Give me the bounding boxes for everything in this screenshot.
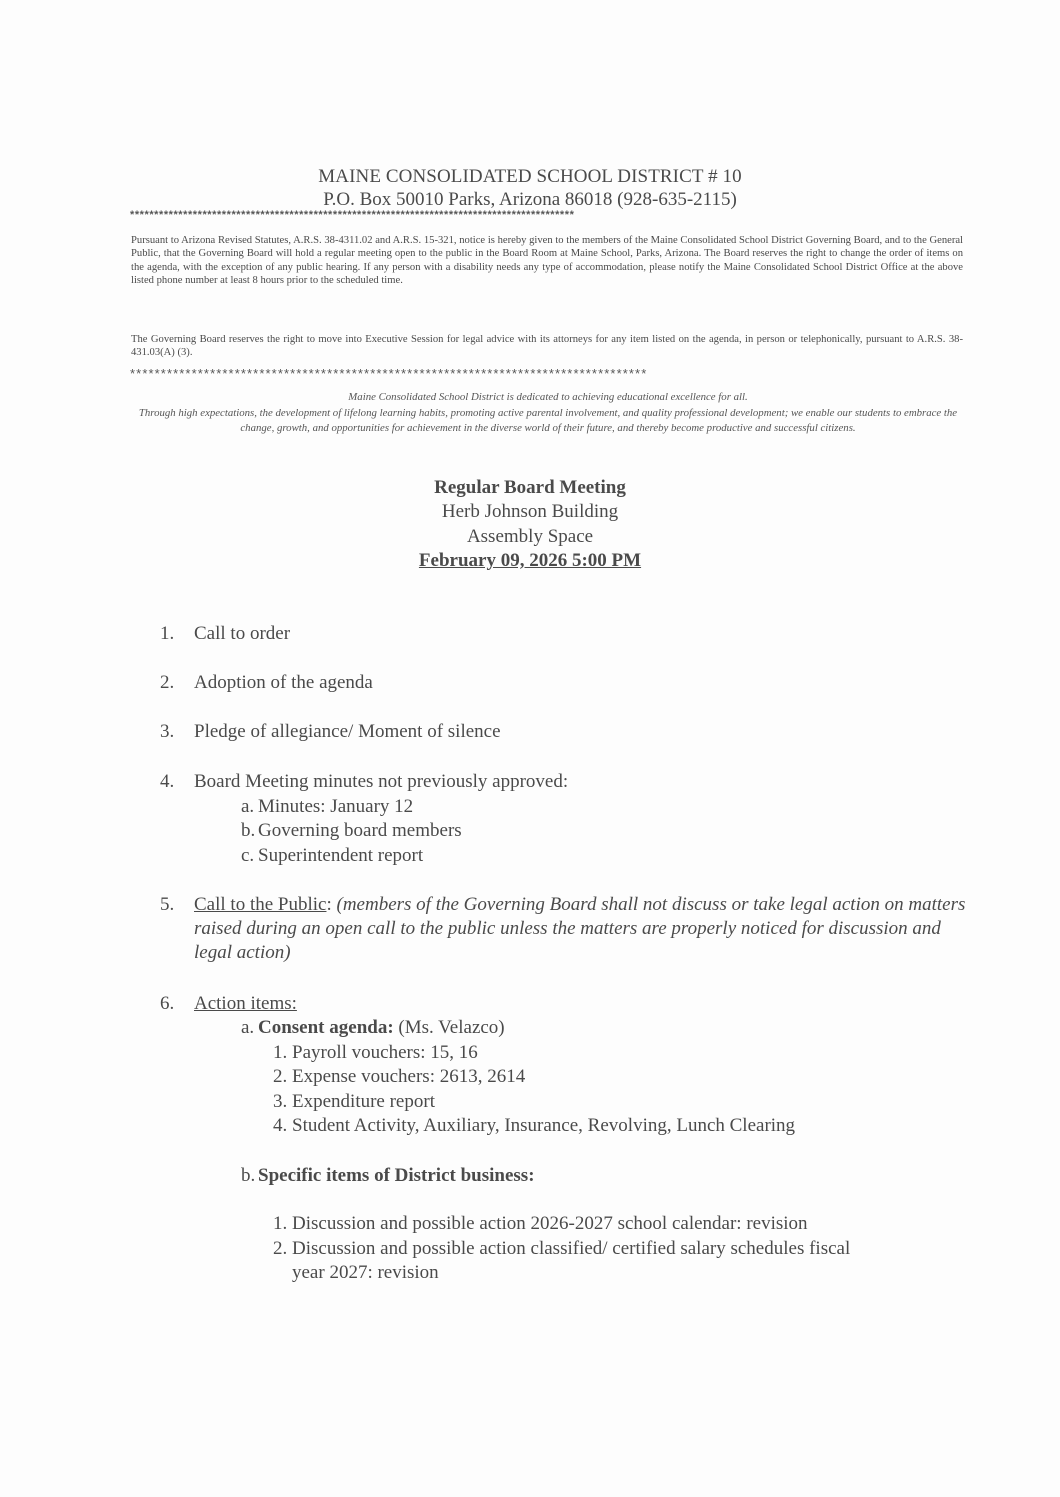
- meeting-datetime: February 09, 2026 5:00 PM: [418, 550, 642, 571]
- subsubitem-number: 1.: [273, 1213, 288, 1234]
- subsubitem-label: Payroll vouchers: 15, 16: [292, 1042, 478, 1063]
- subitem-label: Specific items of District business:: [258, 1165, 535, 1186]
- item-label: Action items:: [194, 993, 297, 1014]
- subitem-label: Superintendent report: [258, 845, 424, 866]
- item-label: Call to order: [194, 623, 291, 644]
- subitem-label: Consent agenda:: [258, 1017, 394, 1038]
- item-number: 1.: [160, 623, 175, 644]
- item-label: Adoption of the agenda: [194, 672, 373, 693]
- subitem-label: Minutes: January 12: [258, 796, 414, 817]
- separator-stars-bottom: ************************************************************************************: [130, 367, 648, 381]
- district-name: MAINE CONSOLIDATED SCHOOL DISTRICT # 10: [318, 166, 742, 187]
- item-label: Pledge of allegiance/ Moment of silence: [194, 721, 501, 742]
- legal-notice-paragraph: Pursuant to Arizona Revised Statutes, A.R.S. 38-4311.02 and A.R.S. 15-321, notice is hereby given to the members of the Maine Consolidated School District Governing Board, and to the General Public, that the Governing Board will hold a regular meeting open to the public in the Board Room at Maine School, Parks, Arizona. The Board reserves the right to change the order of items on the agenda, with the exception of any public hearing. If any person with a disability needs any type of accommodation, please notify the Maine Consolidated School District Office at the above listed phone number at least 8 hours prior to the scheduled time.: [131, 235, 963, 287]
- item-number: 5.: [160, 894, 175, 915]
- item-number: 6.: [160, 993, 175, 1014]
- subitem-letter: b.: [241, 1165, 256, 1186]
- subsubitem-label-continued: year 2027: revision: [292, 1262, 439, 1283]
- subsubitem-label: Expenditure report: [292, 1091, 435, 1112]
- mission-statement: [128, 390, 968, 437]
- item-number: 2.: [160, 672, 175, 693]
- subsubitem-number: 4.: [273, 1115, 288, 1136]
- subitem-letter: a.: [241, 1017, 255, 1038]
- meeting-building: Herb Johnson Building: [441, 501, 619, 522]
- item-label: Board Meeting minutes not previously approved:: [194, 771, 569, 792]
- item-label-suffix: :: [326, 894, 337, 915]
- meeting-title: Regular Board Meeting: [434, 477, 626, 498]
- item-label: Call to the Public: [194, 894, 327, 915]
- subsubitem-number: 3.: [273, 1091, 288, 1112]
- meeting-space: Assembly Space: [466, 526, 594, 547]
- subitem-label: Governing board members: [258, 820, 462, 841]
- executive-session-notice: The Governing Board reserves the right to move into Executive Session for legal advice with its attorneys for any item listed on the agenda, in person or telephonically, pursuant to A.R.S. 38-431.03(A) (3).: [131, 334, 963, 359]
- call-to-public-description: (members of the Governing Board shall not discuss or take legal action on matters raised during an open call to the public unless the matters are properly noticed for discussion and legal action): [194, 894, 966, 963]
- subitem-note: (Ms. Velazco): [393, 1017, 505, 1038]
- mission-line-2: Through high expectations, the development of lifelong learning habits, promoting active parental involvement, and quality professional development; we enable our students to embrace the change, growth, and opportunities for achievement in the diverse world of their future, and thereby become productive and successful citizens.: [138, 406, 958, 434]
- subitem-letter: c.: [241, 845, 255, 866]
- subsubitem-label: Discussion and possible action classified/ certified salary schedules fiscal: [292, 1238, 851, 1259]
- subitem-letter: b.: [241, 820, 256, 841]
- item-number: 3.: [160, 721, 175, 742]
- subsubitem-label: Expense vouchers: 2613, 2614: [292, 1066, 526, 1087]
- subsubitem-number: 2.: [273, 1238, 288, 1259]
- subsubitem-label: Student Activity, Auxiliary, Insurance, Revolving, Lunch Clearing: [292, 1115, 796, 1136]
- subsubitem-label: Discussion and possible action 2026-2027 school calendar: revision: [292, 1213, 808, 1234]
- call-to-public-text: [194, 893, 974, 965]
- subsubitem-number: 2.: [273, 1066, 288, 1087]
- district-address: P.O. Box 50010 Parks, Arizona 86018 (928-635-2115): [323, 189, 737, 210]
- separator-stars-top: ********************************************************************************************: [130, 209, 575, 221]
- subsubitem-number: 1.: [273, 1042, 288, 1063]
- item-number: 4.: [160, 771, 175, 792]
- mission-line-1: Maine Consolidated School District is dedicated to achieving educational excellence for all.: [348, 391, 748, 403]
- subitem-letter: a.: [241, 796, 255, 817]
